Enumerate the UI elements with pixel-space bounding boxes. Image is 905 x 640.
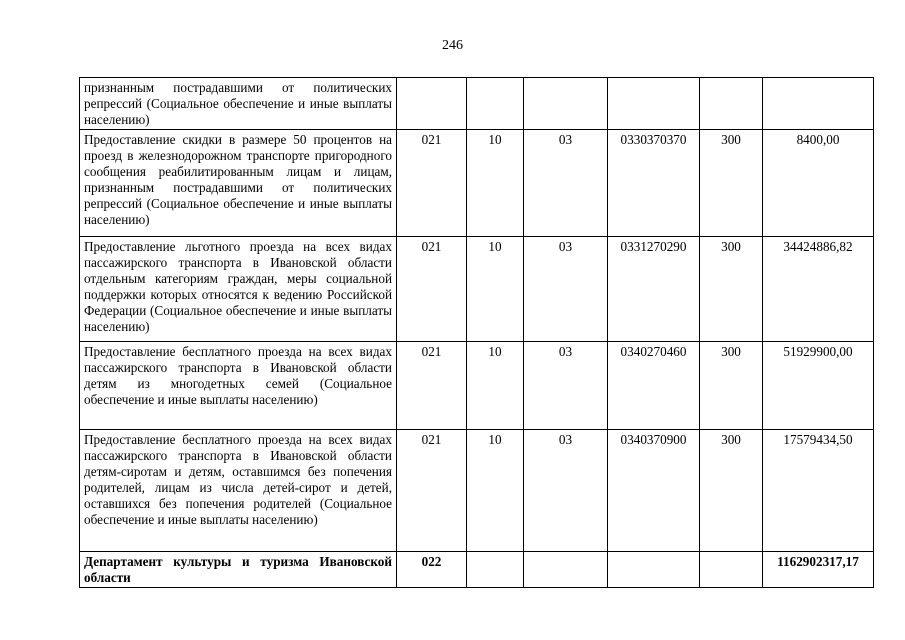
department-amount: 1162902317,17 bbox=[763, 552, 874, 588]
row-amount: 34424886,82 bbox=[763, 237, 874, 342]
department-target-code bbox=[608, 552, 700, 588]
row-gov-code: 021 bbox=[397, 430, 467, 552]
row-target-code: 0340270460 bbox=[608, 342, 700, 430]
row-section: 10 bbox=[467, 342, 524, 430]
table-row bbox=[80, 342, 874, 430]
row-amount bbox=[763, 78, 874, 130]
row-expense-type: 300 bbox=[700, 237, 763, 342]
row-section bbox=[467, 78, 524, 130]
department-section bbox=[467, 552, 524, 588]
table-row bbox=[80, 130, 874, 237]
row-gov-code: 021 bbox=[397, 130, 467, 237]
row-section: 10 bbox=[467, 130, 524, 237]
department-subsection bbox=[524, 552, 608, 588]
row-target-code: 0330370370 bbox=[608, 130, 700, 237]
row-subsection: 03 bbox=[524, 342, 608, 430]
row-subsection: 03 bbox=[524, 130, 608, 237]
row-description: Предоставление льготного проезда на всех видах пассажирского транспорта в Ивановской области отдельным категориям граждан, меры социальной поддержки которых относятся к ведению Российской Федерации (Социальное обеспечение и иные выплаты населению) bbox=[80, 237, 397, 342]
row-description: Предоставление бесплатного проезда на всех видах пассажирского транспорта в Ивановской области детям из многодетных семей (Социальное обеспечение и иные выплаты населению) bbox=[80, 342, 397, 430]
row-gov-code: 021 bbox=[397, 237, 467, 342]
row-subsection: 03 bbox=[524, 430, 608, 552]
budget-table bbox=[79, 77, 874, 588]
row-expense-type: 300 bbox=[700, 130, 763, 237]
row-target-code: 0331270290 bbox=[608, 237, 700, 342]
row-section: 10 bbox=[467, 237, 524, 342]
row-expense-type bbox=[700, 78, 763, 130]
row-description: признанным пострадавшими от политических репрессий (Социальное обеспечение и иные выплаты населению) bbox=[80, 78, 397, 130]
department-name: Департамент культуры и туризма Ивановской области bbox=[80, 552, 397, 588]
row-amount: 51929900,00 bbox=[763, 342, 874, 430]
table-row bbox=[80, 430, 874, 552]
table-row bbox=[80, 78, 874, 130]
row-expense-type: 300 bbox=[700, 430, 763, 552]
department-row bbox=[80, 552, 874, 588]
row-expense-type: 300 bbox=[700, 342, 763, 430]
table-row bbox=[80, 237, 874, 342]
page-number: 246 bbox=[442, 38, 463, 53]
row-subsection bbox=[524, 78, 608, 130]
row-section: 10 bbox=[467, 430, 524, 552]
row-target-code bbox=[608, 78, 700, 130]
row-amount: 8400,00 bbox=[763, 130, 874, 237]
row-gov-code: 021 bbox=[397, 342, 467, 430]
row-amount: 17579434,50 bbox=[763, 430, 874, 552]
row-description: Предоставление бесплатного проезда на всех видах пассажирского транспорта в Ивановской области детям-сиротам и детям, оставшимся без попечения родителей, лицам из числа детей-сирот и детей, оставшихся без попечения родителей (Социальное обеспечение и иные выплаты населению) bbox=[80, 430, 397, 552]
row-target-code: 0340370900 bbox=[608, 430, 700, 552]
row-gov-code bbox=[397, 78, 467, 130]
row-description: Предоставление скидки в размере 50 процентов на проезд в железнодорожном транспорте пригородного сообщения реабилитированным лицам и лицам, признанным пострадавшими от политических репрессий (Социальное обеспечение и иные выплаты населению) bbox=[80, 130, 397, 237]
department-gov-code: 022 bbox=[397, 552, 467, 588]
department-expense-type bbox=[700, 552, 763, 588]
row-subsection: 03 bbox=[524, 237, 608, 342]
